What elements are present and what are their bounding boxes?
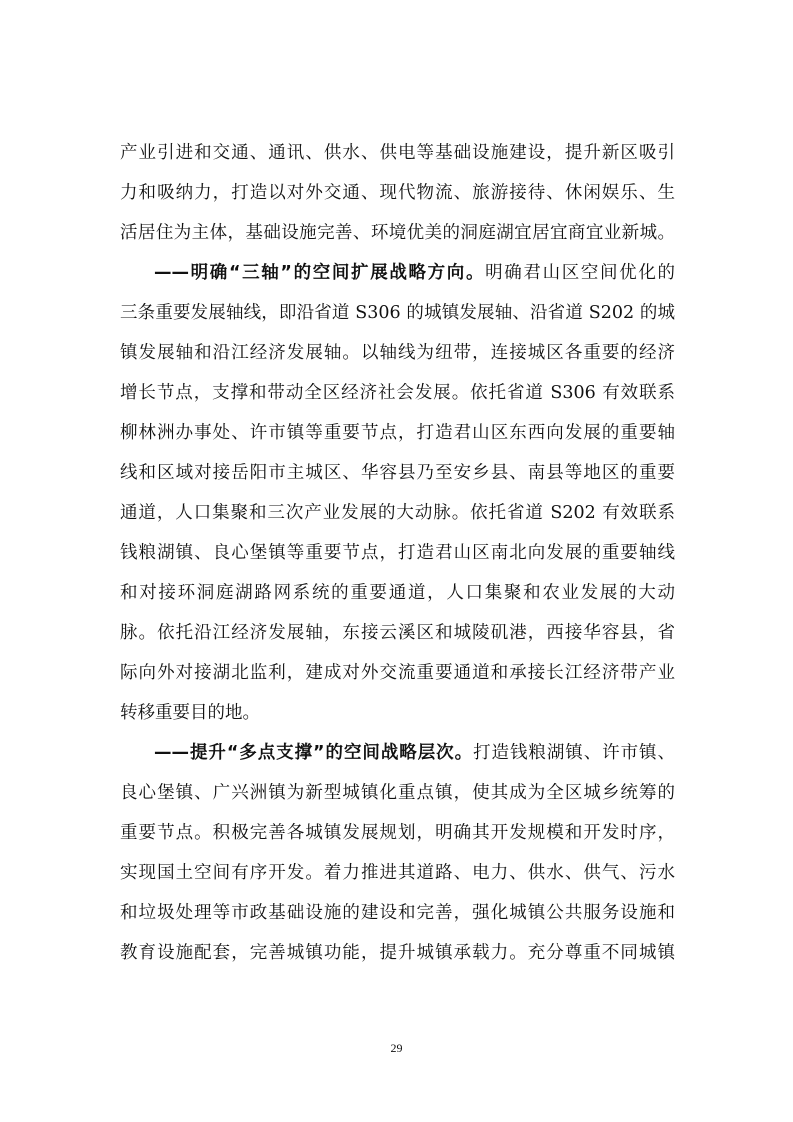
paragraph-3-line-5: 和垃圾处理等市政基础设施的建设和完善，强化城镇公共服务设施和 xyxy=(120,903,675,923)
paragraph-3-heading: ——提升“多点支撑”的空间战略层次。 xyxy=(154,743,474,763)
paragraph-3-line-1 xyxy=(154,739,675,767)
paragraph-3-first-line-text: 打造钱粮湖镇、许市镇、 xyxy=(473,743,675,763)
paragraph-2-first-line-text: 明确君山区空间优化的 xyxy=(485,263,675,283)
paragraph-1-line-1: 产业引进和交通、通讯、供水、供电等基础设施建设，提升新区吸引 xyxy=(120,143,675,163)
paragraph-2-line-12: 转移重要目的地。 xyxy=(120,703,260,723)
paragraph-1-line-2: 力和吸纳力，打造以对外交通、现代物流、旅游接待、休闲娱乐、生 xyxy=(120,183,675,203)
paragraph-2-line-8: 钱粮湖镇、良心堡镇等重要节点，打造君山区南北向发展的重要轴线 xyxy=(120,543,675,563)
paragraph-1-line-3: 活居住为主体，基础设施完善、环境优美的洞庭湖宜居宜商宜业新城。 xyxy=(120,223,675,243)
paragraph-2-line-9: 和对接环洞庭湖路网系统的重要通道，人口集聚和农业发展的大动 xyxy=(120,583,675,603)
paragraph-2-line-5: 柳林洲办事处、许市镇等重要节点，打造君山区东西向发展的重要轴 xyxy=(120,423,675,443)
paragraph-2-line-2: 三条重要发展轴线，即沿省道 S306 的城镇发展轴、沿省道 S202 的城 xyxy=(120,303,675,323)
paragraph-3-line-4: 实现国土空间有序开发。着力推进其道路、电力、供水、供气、污水 xyxy=(120,863,675,883)
paragraph-2-line-10: 脉。依托沿江经济发展轴，东接云溪区和城陵矶港，西接华容县，省 xyxy=(120,623,675,643)
paragraph-2-line-1 xyxy=(154,259,675,287)
paragraph-2-line-3: 镇发展轴和沿江经济发展轴。以轴线为纽带，连接城区各重要的经济 xyxy=(120,343,675,363)
paragraph-2-line-6: 线和区域对接岳阳市主城区、华容县乃至安乡县、南县等地区的重要 xyxy=(120,463,675,483)
paragraph-2-line-4: 增长节点，支撑和带动全区经济社会发展。依托省道 S306 有效联系 xyxy=(120,383,675,403)
paragraph-2-line-7: 通道，人口集聚和三次产业发展的大动脉。依托省道 S202 有效联系 xyxy=(120,503,675,523)
paragraph-3-line-2: 良心堡镇、广兴洲镇为新型城镇化重点镇，使其成为全区城乡统筹的 xyxy=(120,783,675,803)
paragraph-2-line-11: 际向外对接湖北监利，建成对外交流重要通道和承接长江经济带产业 xyxy=(120,663,675,683)
page-number: 29 xyxy=(390,1041,403,1055)
paragraph-3-line-3: 重要节点。积极完善各城镇发展规划，明确其开发规模和开发时序， xyxy=(120,823,675,843)
paragraph-2-heading: ——明确“三轴”的空间扩展战略方向。 xyxy=(154,263,486,283)
paragraph-3-line-6: 教育设施配套，完善城镇功能，提升城镇承载力。充分尊重不同城镇 xyxy=(120,943,675,963)
